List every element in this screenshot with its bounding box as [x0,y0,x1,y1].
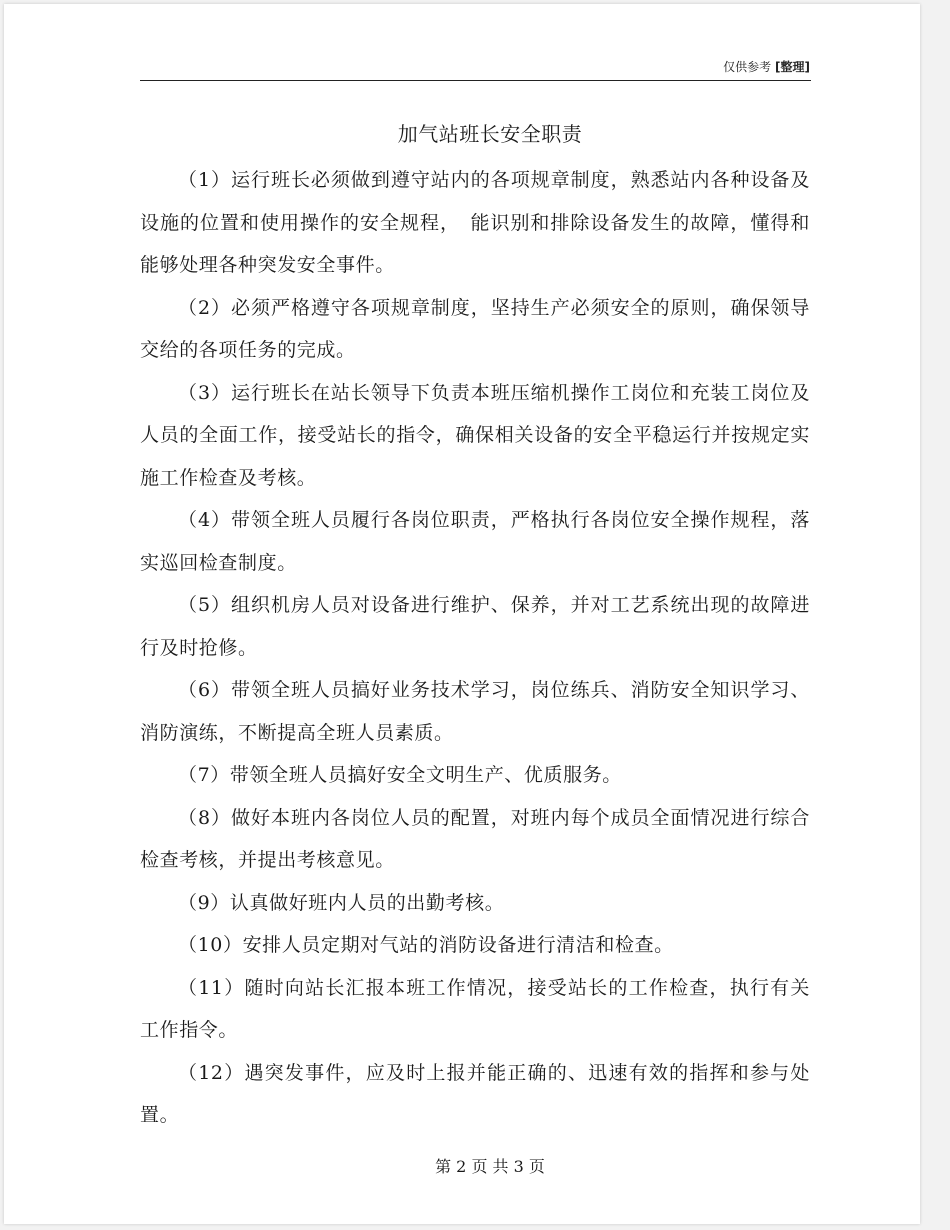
paragraph-11: （11）随时向站长汇报本班工作情况，接受站长的工作检查，执行有关工作指令。 [140,976,810,1041]
paragraph-12: （12）遇突发事件，应及时上报并能正确的、迅速有效的指挥和参与处置。 [140,1061,810,1126]
document-body [140,159,810,1137]
paragraph-2: （2）必须严格遵守各项规章制度，坚持生产必须安全的原则，确保领导交给的各项任务的完成。 [140,296,810,361]
header-bracket-text: [整理] [775,60,810,74]
paragraph-3: （3）运行班长在站长领导下负责本班压缩机操作工岗位和充装工岗位及人员的全面工作，接受站长的指令，确保相关设备的安全平稳运行并按规定实施工作检查及考核。 [140,381,810,489]
paragraph-7: （7）带领全班人员搞好安全文明生产、优质服务。 [178,764,622,786]
paragraph-6: （6）带领全班人员搞好业务技术学习，岗位练兵、消防安全知识学习、消防演练，不断提高全班人员素质。 [140,679,810,744]
header-note [610,59,810,75]
header-note-text: 仅供参考 [723,60,772,74]
paragraph-8: （8）做好本班内各岗位人员的配置，对班内每个成员全面情况进行综合检查考核，并提出考核意见。 [140,806,810,871]
paragraph-5: （5）组织机房人员对设备进行维护、保养，并对工艺系统出现的故障进行及时抢修。 [140,594,810,659]
paragraph-1: （1）运行班长必须做到遵守站内的各项规章制度，熟悉站内各种设备及设施的位置和使用操作的安全规程， 能识别和排除设备发生的故障，懂得和能够处理各种突发安全事件。 [140,169,810,276]
paragraph-4: （4）带领全班人员履行各岗位职责，严格执行各岗位安全操作规程，落实巡回检查制度。 [140,509,810,574]
paragraph-9: （9）认真做好班内人员的出勤考核。 [178,891,505,914]
document-title: 加气站班长安全职责 [397,122,583,146]
document-page [4,4,920,1224]
header-divider [140,80,811,81]
paragraph-10: （10）安排人员定期对气站的消防设备进行清洁和检查。 [178,934,674,956]
page-footer: 第 2 页 共 3 页 [435,1157,545,1176]
